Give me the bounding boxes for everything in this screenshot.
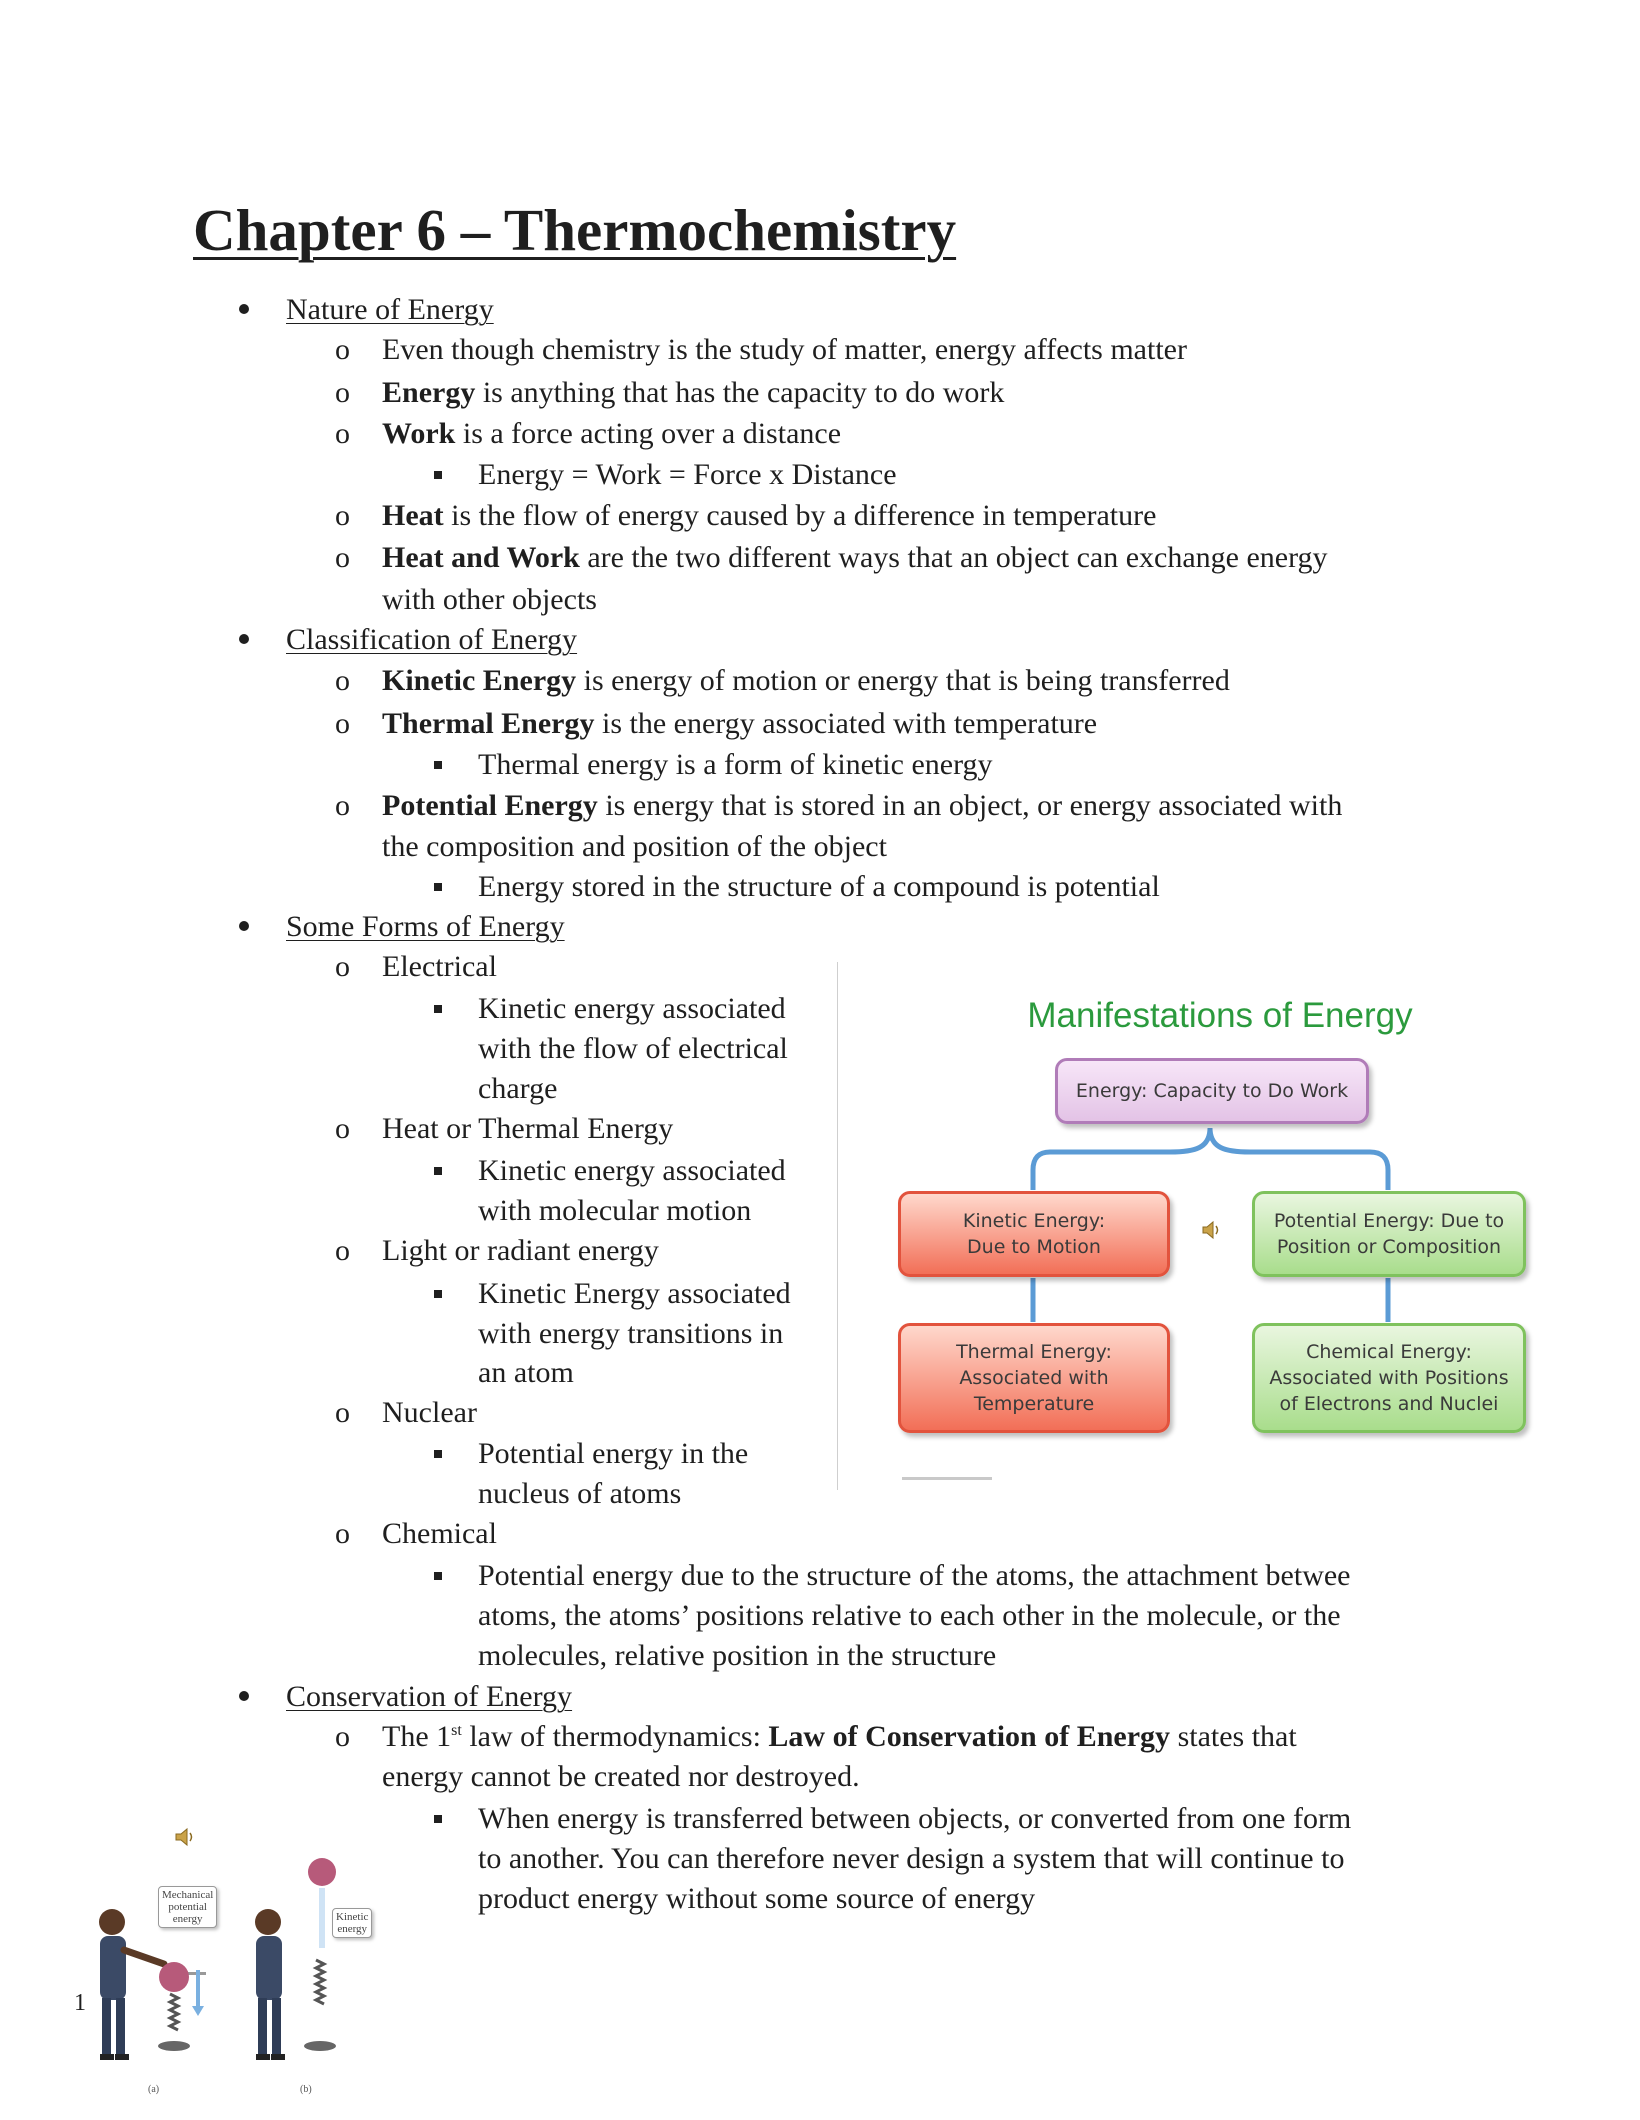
text-line: atoms, the atoms’ positions relative to each other in the molecule, or the — [478, 1599, 1341, 1632]
bullet-dot — [239, 304, 249, 314]
bullet-o: o — [335, 376, 350, 409]
text-line: to another. You can therefore never design a system that will continue to — [478, 1842, 1345, 1875]
figure-label-kinetic — [332, 1908, 372, 1938]
bullet-o: o — [335, 789, 350, 822]
text-span: is energy of motion or energy that is being transferred — [576, 664, 1230, 697]
bullet-dot — [239, 921, 249, 931]
text-line: energy cannot be created nor destroyed. — [382, 1760, 860, 1793]
bullet-square — [434, 1167, 442, 1175]
bullet-o: o — [335, 1112, 350, 1145]
bullet-o: o — [335, 950, 350, 983]
text-line: Even though chemistry is the study of matter, energy affects matter — [382, 333, 1187, 366]
term-heat-and-work: Heat and Work — [382, 541, 580, 574]
bullet-square — [434, 1290, 442, 1298]
text-line: Energy = Work = Force x Distance — [478, 458, 897, 491]
speaker-icon[interactable] — [1201, 1220, 1221, 1240]
text-line — [382, 661, 1230, 701]
text-line: When energy is transferred between objects, or converted from one form — [478, 1802, 1352, 1835]
bullet-o: o — [335, 1234, 350, 1267]
text-line: Kinetic energy associated — [478, 992, 786, 1025]
spring-illustration — [60, 1800, 400, 2110]
bullet-dot — [239, 634, 249, 644]
diagram-box-potential — [1252, 1191, 1526, 1277]
text-span: law of thermodynamics: — [461, 1720, 769, 1753]
section-heading-forms: Some Forms of Energy — [286, 910, 565, 943]
diagram-box-kinetic — [898, 1191, 1170, 1277]
term-potential-energy: Potential Energy — [382, 789, 598, 822]
bullet-dot — [239, 1691, 249, 1701]
text-line: with molecular motion — [478, 1194, 752, 1227]
section-heading-conservation: Conservation of Energy — [286, 1680, 573, 1713]
bullet-square — [434, 471, 442, 479]
bullet-o: o — [335, 1517, 350, 1550]
section-heading-classification: Classification of Energy — [286, 623, 578, 656]
box-line: Due to Motion — [967, 1236, 1101, 1258]
text-span: is the flow of energy caused by a difference in temperature — [443, 499, 1157, 532]
term-kinetic-energy: Kinetic Energy — [382, 664, 577, 697]
stray-mark: 1 — [74, 1990, 86, 2016]
figure-caption-a: (a) — [148, 2084, 160, 2095]
box-line: Temperature — [973, 1393, 1095, 1415]
diagram-title: Manifestations of Energy — [1027, 996, 1413, 1035]
bullet-square — [434, 1815, 442, 1823]
text-line — [382, 1717, 1297, 1757]
text-span: are the two different ways that an object can exchange energy — [579, 541, 1328, 574]
box-line: of Electrons and Nuclei — [1279, 1393, 1499, 1415]
box-line: Potential Energy: Due to — [1273, 1210, 1505, 1232]
text-span: is energy that is stored in an object, or energy associated with — [597, 789, 1343, 822]
bullet-o: o — [335, 1396, 350, 1429]
text-line: with energy transitions in — [478, 1317, 784, 1350]
text-line — [382, 704, 1097, 744]
text-span: is anything that has the capacity to do work — [475, 376, 1005, 409]
text-line: product energy without some source of energy — [478, 1882, 1036, 1915]
text-line — [382, 414, 841, 454]
superscript: st — [451, 1722, 462, 1739]
bullet-square — [434, 1572, 442, 1580]
text-line: nucleus of atoms — [478, 1477, 682, 1510]
text-span: The 1 — [382, 1720, 452, 1753]
text-line: with the flow of electrical — [478, 1032, 788, 1065]
box-line: Position or Composition — [1276, 1236, 1502, 1258]
term-work: Work — [382, 417, 456, 450]
text-line: Thermal energy is a form of kinetic energy — [478, 748, 993, 781]
bullet-square — [434, 883, 442, 891]
text-line: molecules, relative position in the structure — [478, 1639, 997, 1672]
box-line: Associated with — [959, 1367, 1109, 1389]
diagram-box-energy: Energy: Capacity to Do Work — [1055, 1058, 1369, 1124]
box-line: Chemical Energy: — [1306, 1341, 1472, 1363]
bullet-square — [434, 1005, 442, 1013]
text-line: Light or radiant energy — [382, 1234, 659, 1267]
box-line: Kinetic Energy: — [962, 1210, 1106, 1232]
text-line — [382, 538, 1328, 578]
column-divider — [837, 962, 838, 1490]
text-line: Chemical — [382, 1517, 497, 1550]
text-line — [382, 373, 1004, 413]
text-line: the composition and position of the object — [382, 830, 887, 863]
page-title: Chapter 6 – Thermochemistry — [193, 197, 957, 263]
text-line: Kinetic energy associated — [478, 1154, 786, 1187]
bullet-o: o — [335, 664, 350, 697]
bullet-o: o — [335, 541, 350, 574]
figure-label-mechanical — [158, 1886, 217, 1928]
text-line: Heat or Thermal Energy — [382, 1112, 674, 1145]
text-line — [382, 496, 1156, 536]
bullet-o: o — [335, 499, 350, 532]
label-line: energy — [337, 1923, 368, 1935]
text-span: is the energy associated with temperature — [594, 707, 1098, 740]
text-span: is a force acting over a distance — [455, 417, 842, 450]
bullet-o: o — [335, 417, 350, 450]
figure-caption-b: (b) — [300, 2084, 312, 2095]
bullet-o: o — [335, 333, 350, 366]
text-line — [382, 786, 1342, 826]
diagram-box-chemical — [1252, 1323, 1526, 1433]
box-line: Thermal Energy: — [956, 1341, 1112, 1363]
label-line: potential — [168, 1901, 207, 1913]
label-line: Mechanical — [162, 1889, 214, 1901]
text-line: Electrical — [382, 950, 497, 983]
text-span: states that — [1170, 1720, 1297, 1753]
term-heat: Heat — [382, 499, 444, 532]
copyright-mark — [902, 1477, 992, 1480]
term-thermal-energy: Thermal Energy — [382, 707, 595, 740]
text-line: Potential energy in the — [478, 1437, 749, 1470]
section-heading-nature: Nature of Energy — [286, 293, 494, 326]
energy-diagram — [890, 980, 1550, 1490]
term-law-of-conservation: Law of Conservation of Energy — [768, 1720, 1171, 1753]
text-line: Energy stored in the structure of a compound is potential — [478, 870, 1160, 903]
bullet-o: o — [335, 1720, 350, 1753]
bullet-square — [434, 1450, 442, 1458]
bullet-square — [434, 761, 442, 769]
text-line: an atom — [478, 1356, 574, 1389]
text-line: Kinetic Energy associated — [478, 1277, 791, 1310]
term-energy: Energy — [382, 376, 476, 409]
text-line: charge — [478, 1072, 558, 1105]
text-line: Nuclear — [382, 1396, 477, 1429]
box-line: Associated with Positions — [1269, 1367, 1509, 1389]
text-line: with other objects — [382, 583, 597, 616]
text-line: Potential energy due to the structure of the atoms, the attachment betwee — [478, 1559, 1351, 1592]
label-line: energy — [172, 1913, 203, 1925]
diagram-box-thermal — [898, 1323, 1170, 1433]
spring-figure — [60, 1800, 400, 2110]
bullet-o: o — [335, 707, 350, 740]
label-line: Kinetic — [336, 1911, 369, 1923]
